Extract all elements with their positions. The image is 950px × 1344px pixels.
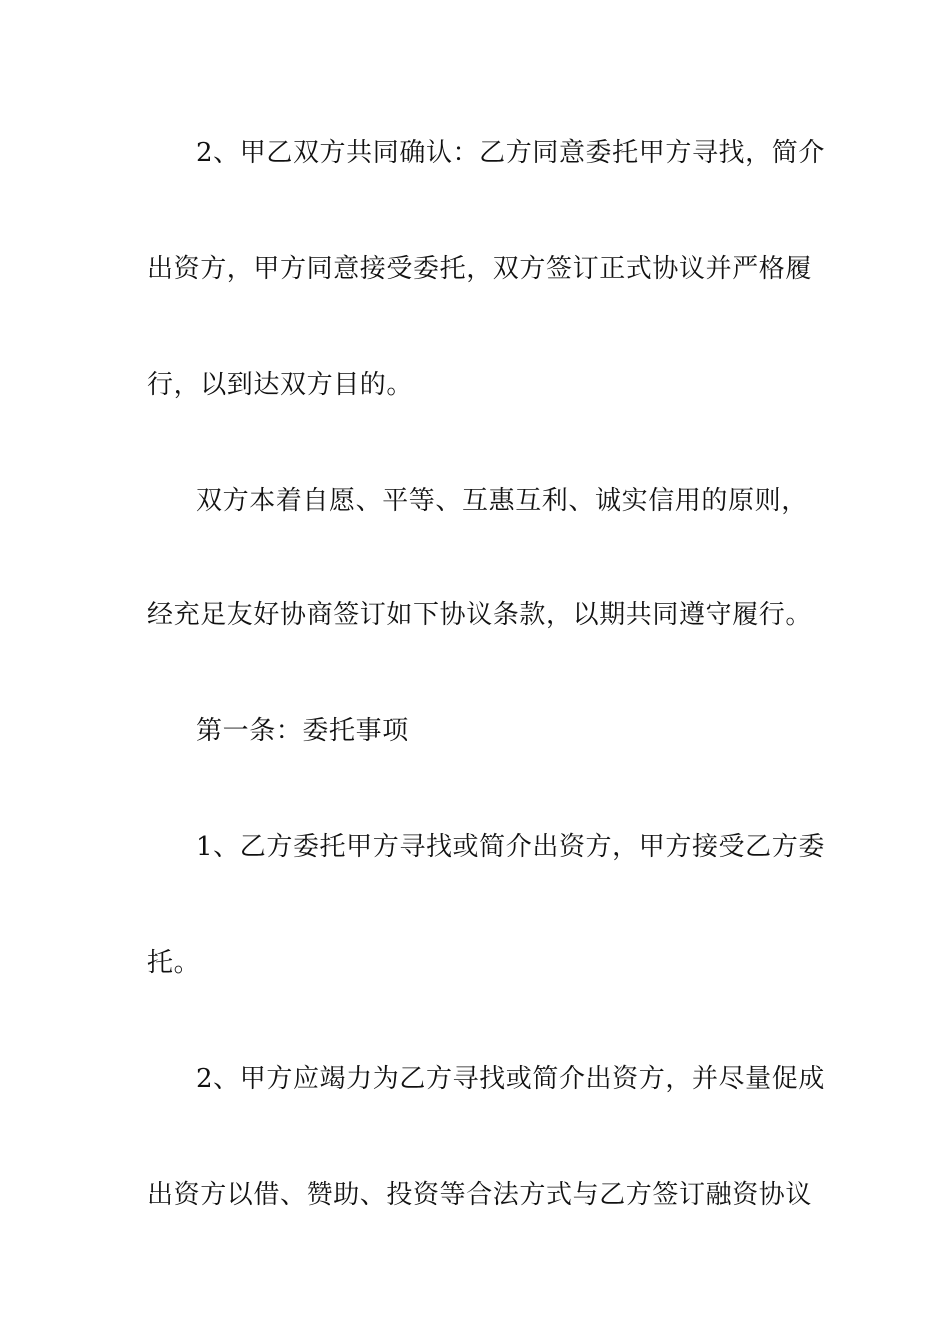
article-1-item-2-line-2: 出资方以借、赞助、投资等合法方式与乙方签订融资协议 (147, 1180, 813, 1210)
paragraph-2-line-2: 出资方，甲方同意接受委托，双方签订正式协议并严格履 (147, 254, 813, 284)
principles-paragraph-line-2: 经充足友好协商签订如下协议条款，以期共同遵守履行。 (147, 600, 813, 630)
paragraph-2-line-3: 行，以到达双方目的。 (147, 370, 414, 400)
principles-paragraph-line-1: 双方本着自愿、平等、互惠互利、诚实信用的原则， (196, 486, 808, 516)
article-1-item-2-line-1: 2、甲方应竭力为乙方寻找或简介出资方，并尽量促成 (196, 1064, 825, 1094)
article-1-item-1-line-1: 1、乙方委托甲方寻找或简介出资方，甲方接受乙方委 (196, 832, 825, 862)
paragraph-2-line-1: 2、甲乙双方共同确认：乙方同意委托甲方寻找，简介 (196, 138, 825, 168)
article-1-heading: 第一条：委托事项 (196, 716, 409, 746)
article-1-item-1-line-2: 托。 (147, 948, 201, 978)
